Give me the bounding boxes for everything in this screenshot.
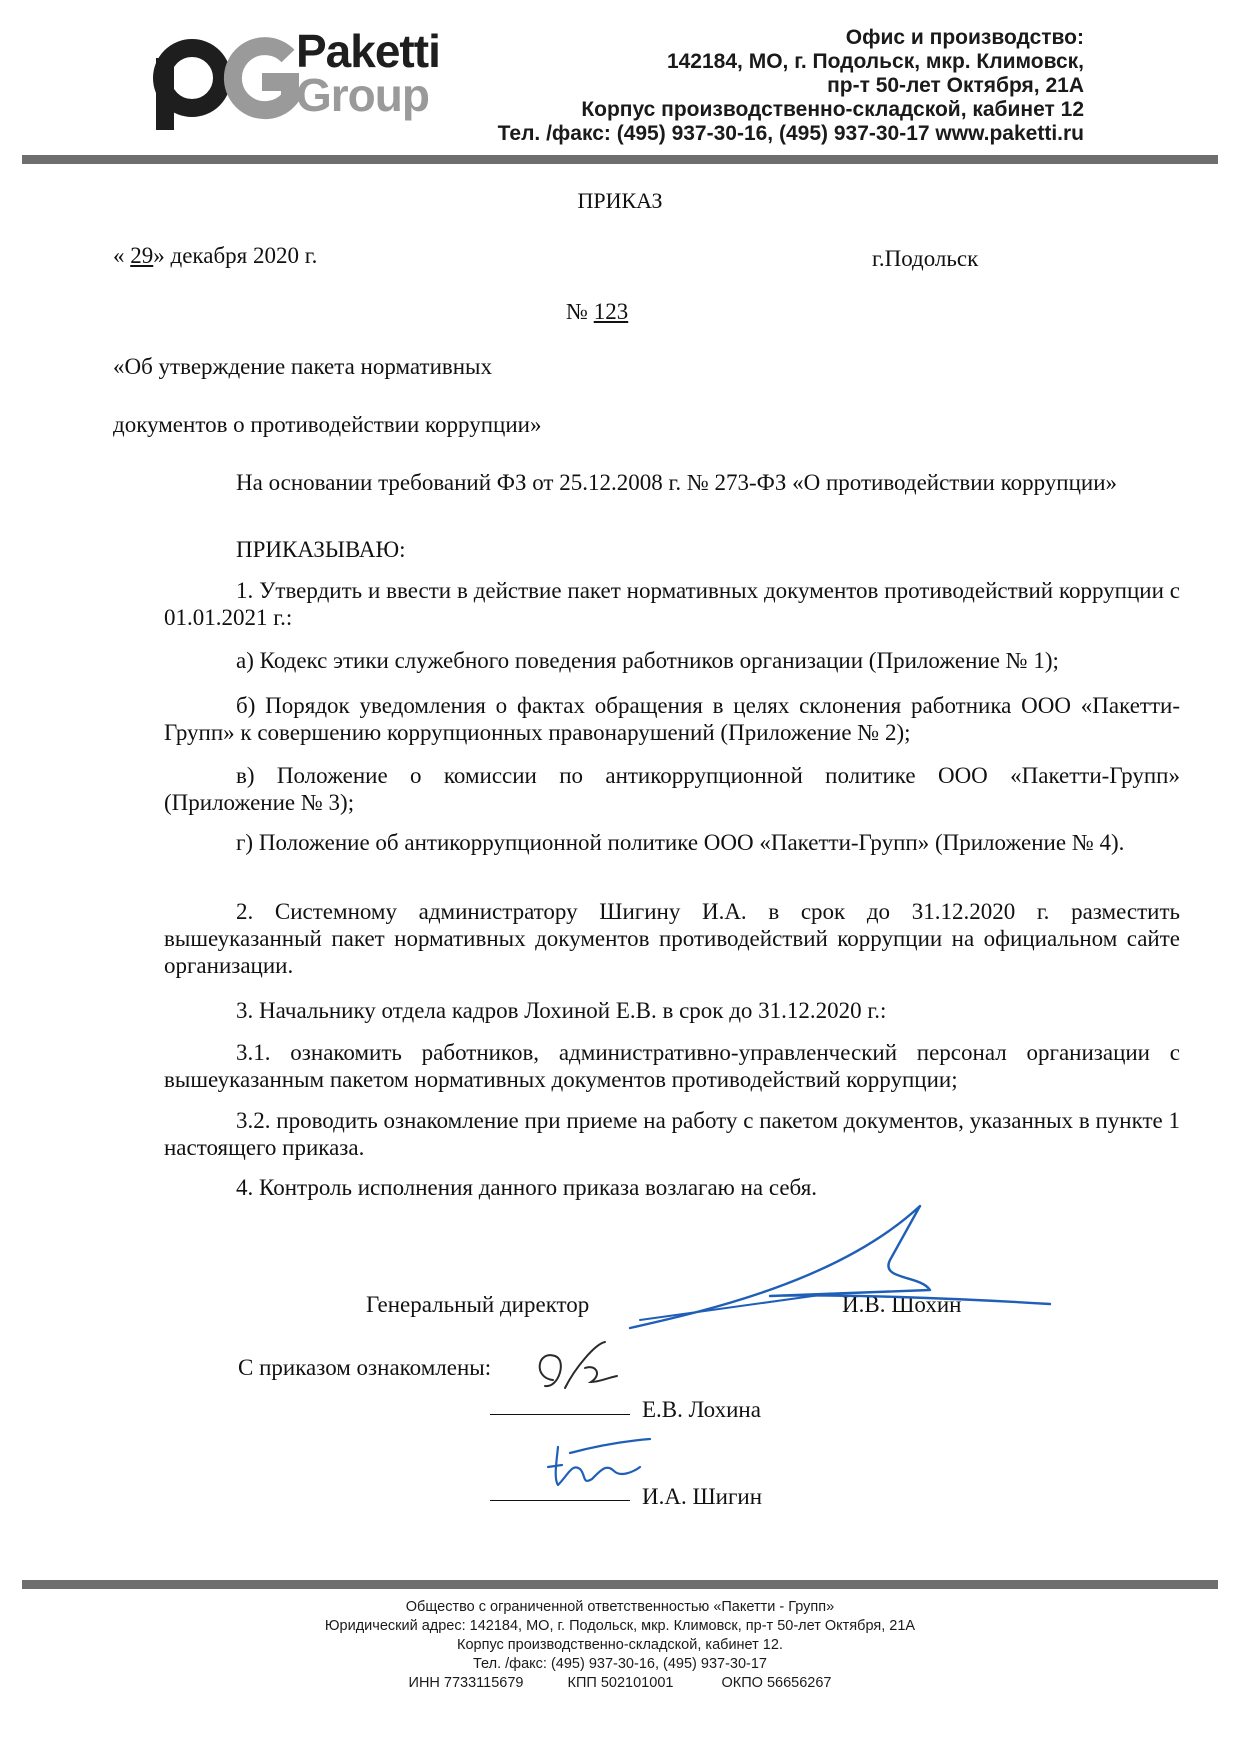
signature-lokhina	[525, 1338, 635, 1408]
document-number	[566, 299, 628, 325]
paragraph-item-1b: б) Порядок уведомления о фактах обращения в целях склонения работника ООО «Пакетти-Групп» к совершению коррупционных правонарушений (Приложение № 2);	[164, 693, 1180, 745]
subject-line-1: «Об утверждение пакета нормативных	[113, 354, 492, 379]
paragraph-item-1: 1. Утвердить и ввести в действие пакет нормативных документов противодействий коррупции с 01.01.2021 г.:	[164, 578, 1180, 630]
company-logo	[150, 18, 480, 133]
paragraph-item-1c: в) Положение о комиссии по антикоррупционной политике ООО «Пакетти-Групп» (Приложение № 3);	[164, 763, 1180, 815]
number-value: 123	[593, 299, 629, 324]
footer-building: Корпус производственно-складской, кабинет 12.	[457, 1637, 783, 1653]
address-line-1: 142184, МО, г. Подольск, мкр. Климовск,	[666, 50, 1084, 73]
paragraph-item-4: 4. Контроль исполнения данного приказа возлагаю на себя.	[236, 1175, 818, 1200]
date-rest: » декабря 2020 г.	[153, 243, 318, 268]
paragraph-item-3-1: 3.1. ознакомить работников, административно-управленческий персонал организации с вышеуказанным пакетом нормативных документов противодействий коррупции;	[164, 1040, 1180, 1092]
logo-text-paketti: Paketti	[296, 25, 440, 77]
address-line-2: пр-т 50-лет Октября, 21А	[827, 74, 1084, 97]
director-signature	[590, 1200, 1060, 1330]
paragraph-item-3: 3. Начальнику отдела кадров Лохиной Е.В. в срок до 31.12.2020 г.:	[236, 998, 887, 1023]
person-2-name: И.А. Шигин	[642, 1484, 763, 1509]
footer-kpp: КПП 502101001	[567, 1675, 674, 1691]
director-name: И.В. Шохин	[842, 1292, 962, 1317]
date-open-quote: «	[113, 243, 125, 268]
header-rule	[22, 155, 1218, 164]
footer-okpo: ОКПО 56656267	[721, 1675, 832, 1691]
document-title: ПРИКАЗ	[577, 188, 663, 213]
contacts-line: Тел. /факс: (495) 937-30-16, (495) 937-30-17 www.paketti.ru	[497, 122, 1084, 145]
footer-legal-address: Юридический адрес: 142184, МО, г. Подольск, мкр. Климовск, пр-т 50-лет Октября, 21А	[324, 1618, 916, 1634]
paragraph-item-1d: г) Положение об антикоррупционной политике ООО «Пакетти-Групп» (Приложение № 4).	[236, 830, 1125, 855]
footer-phone: Тел. /факс: (495) 937-30-16, (495) 937-30-17	[472, 1656, 767, 1672]
paragraph-item-1a: а) Кодекс этики служебного поведения работников организации (Приложение № 1);	[236, 648, 1059, 673]
paragraph-basis: На основании требований ФЗ от 25.12.2008 г. № 273-ФЗ «О противодействии коррупции»	[236, 470, 1118, 495]
paragraph-item-2: 2. Системному администратору Шигину И.А. в срок до 31.12.2020 г. разместить вышеуказанный пакет нормативных документов противодействий коррупции на официальном сайте организации.	[164, 899, 1180, 978]
office-title: Офис и производство:	[845, 26, 1084, 49]
signature-shigin	[540, 1435, 655, 1495]
person-1-name: Е.В. Лохина	[642, 1397, 761, 1422]
acquainted-label: С приказом ознакомлены:	[238, 1355, 492, 1380]
document-date	[113, 243, 317, 269]
footer-company: Общество с ограниченной ответственностью «Пакетти - Групп»	[405, 1599, 835, 1615]
subject-line-2: документов о противодействии коррупции»	[113, 412, 542, 437]
paragraph-item-3-2: 3.2. проводить ознакомление при приеме на работу с пакетом документов, указанных в пункте 1 настоящего приказа.	[164, 1108, 1180, 1160]
number-prefix: №	[566, 299, 588, 324]
footer-rule	[22, 1580, 1218, 1589]
director-role: Генеральный директор	[366, 1292, 590, 1317]
document-city: г.Подольск	[872, 246, 979, 271]
address-line-3: Корпус производственно-складской, кабинет 12	[581, 98, 1084, 121]
signature-line-2	[490, 1500, 630, 1501]
footer-inn: ИНН 7733115679	[408, 1675, 524, 1691]
footer-registration	[0, 1675, 1240, 1691]
logo-text-group: Group	[296, 69, 429, 121]
signature-line-1	[490, 1414, 630, 1415]
date-day: 29	[130, 243, 154, 268]
paragraph-order-heading: ПРИКАЗЫВАЮ:	[236, 537, 406, 562]
